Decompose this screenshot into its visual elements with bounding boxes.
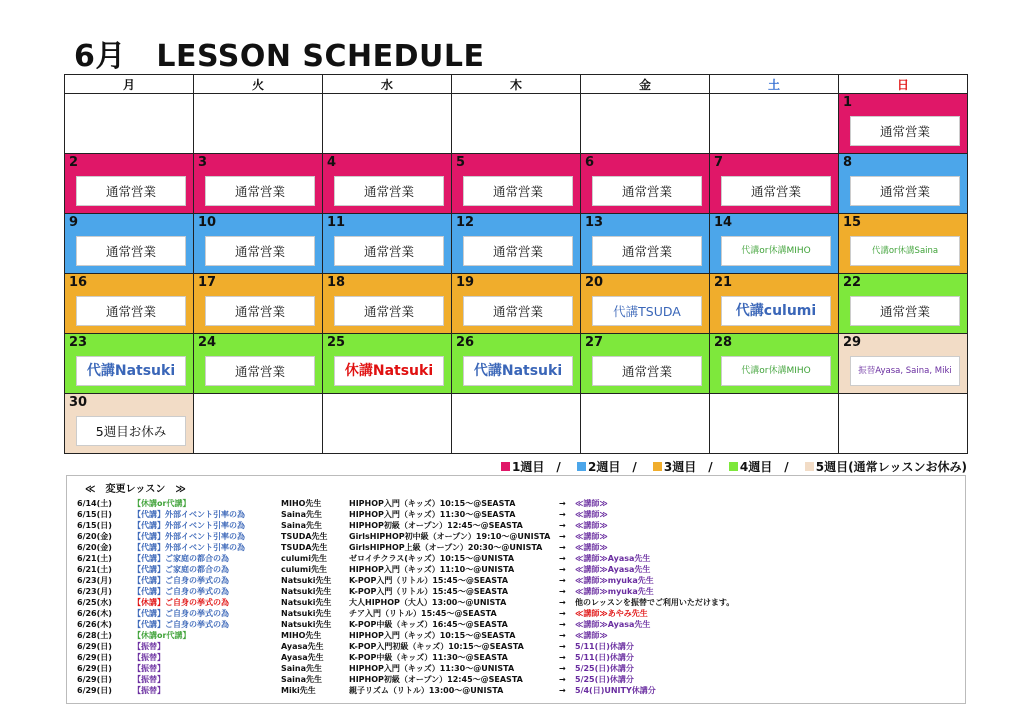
- calendar-day-cell: [323, 214, 452, 274]
- calendar-day-cell: [194, 334, 323, 394]
- calendar-day-cell: [65, 274, 194, 334]
- change-arrow: →: [559, 587, 566, 596]
- change-type: 【休講or代講】: [133, 499, 191, 508]
- weekday-wed: 水: [323, 75, 452, 94]
- legend-swatch: [653, 462, 662, 471]
- change-type: 【代講】ご自身の挙式の為: [133, 620, 229, 629]
- calendar-empty-cell: [710, 94, 839, 154]
- change-row: [77, 663, 955, 674]
- calendar-day-cell: [65, 334, 194, 394]
- change-teacher: Ayasa先生: [281, 653, 324, 662]
- legend-week5: 5週目(通常レッスンお休み): [805, 460, 967, 474]
- day-number: 13: [585, 215, 604, 230]
- change-note: ≪講師≫: [575, 521, 608, 530]
- day-status-label: 通常営業: [334, 296, 444, 326]
- change-type: 【休講】ご自身の挙式の為: [133, 598, 229, 607]
- change-note: ≪講師≫Ayasa先生: [575, 565, 651, 574]
- change-note: 5/25(日)休講分: [575, 664, 634, 673]
- change-class: HIPHOP初級（オープン）12:45～@SEASTA: [349, 521, 523, 530]
- day-number: 27: [585, 335, 604, 350]
- day-status-label: 通常営業: [850, 296, 960, 326]
- day-status-label: 通常営業: [205, 176, 315, 206]
- change-note: ≪講師≫myuka先生: [575, 576, 654, 585]
- change-row: [77, 586, 955, 597]
- change-row: [77, 608, 955, 619]
- change-note: 5/11(日)休講分: [575, 653, 634, 662]
- day-number: 17: [198, 275, 217, 290]
- change-teacher: Natsuki先生: [281, 576, 332, 585]
- change-arrow: →: [559, 565, 566, 574]
- day-number: 28: [714, 335, 733, 350]
- day-status-label: 通常営業: [76, 296, 186, 326]
- changes-list: [77, 498, 955, 696]
- day-status-label: 通常営業: [592, 356, 702, 386]
- legend-swatch: [501, 462, 510, 471]
- day-number: 20: [585, 275, 604, 290]
- calendar-day-cell: [581, 154, 710, 214]
- change-note: ≪講師≫: [575, 532, 608, 541]
- day-status-label: 通常営業: [721, 176, 831, 206]
- day-status-label: 振替Ayasa, Saina, Miki: [850, 356, 960, 386]
- calendar-day-cell: [452, 334, 581, 394]
- change-class: HIPHOP初級（オープン）12:45～@SEASTA: [349, 675, 523, 684]
- change-teacher: TSUDA先生: [281, 532, 328, 541]
- weekday-thu: 木: [452, 75, 581, 94]
- day-status-label: 代講or休講Saina: [850, 236, 960, 266]
- change-date: 6/25(水): [77, 598, 112, 607]
- day-status-label: 通常営業: [592, 176, 702, 206]
- day-number: 25: [327, 335, 346, 350]
- day-number: 26: [456, 335, 475, 350]
- change-class: K-POP入門（リトル）15:45～@SEASTA: [349, 587, 509, 596]
- change-date: 6/20(金): [77, 532, 112, 541]
- change-date: 6/15(日): [77, 510, 112, 519]
- day-number: 21: [714, 275, 733, 290]
- change-date: 6/21(土): [77, 565, 112, 574]
- change-arrow: →: [559, 598, 566, 607]
- legend-swatch: [805, 462, 814, 471]
- weekday-sat: 土: [710, 75, 839, 94]
- day-number: 9: [69, 215, 79, 230]
- change-row: [77, 509, 955, 520]
- change-note: ≪講師≫あやみ先生: [575, 609, 648, 618]
- change-note: ≪講師≫: [575, 510, 608, 519]
- change-teacher: Saina先生: [281, 521, 322, 530]
- calendar-week-row: [65, 394, 968, 454]
- day-number: 16: [69, 275, 88, 290]
- change-teacher: Saina先生: [281, 675, 322, 684]
- change-arrow: →: [559, 499, 566, 508]
- change-date: 6/26(木): [77, 620, 112, 629]
- calendar-day-cell: [452, 214, 581, 274]
- change-date: 6/20(金): [77, 543, 112, 552]
- change-arrow: →: [559, 653, 566, 662]
- change-note: ≪講師≫: [575, 543, 608, 552]
- change-arrow: →: [559, 686, 566, 695]
- calendar-day-cell: [452, 274, 581, 334]
- change-teacher: TSUDA先生: [281, 543, 328, 552]
- change-class: K-POP中級（キッズ）11:30～@SEASTA: [349, 653, 508, 662]
- day-number: 5: [456, 155, 466, 170]
- day-number: 6: [585, 155, 595, 170]
- day-status-label: 代講Natsuki: [463, 356, 573, 386]
- day-status-label: 5週目お休み: [76, 416, 186, 446]
- change-row: [77, 542, 955, 553]
- change-arrow: →: [559, 631, 566, 640]
- weekday-fri: 金: [581, 75, 710, 94]
- calendar-day-cell: [581, 214, 710, 274]
- change-class: 親子リズム（リトル）13:00～@UNISTA: [349, 686, 504, 695]
- calendar-empty-cell: [581, 94, 710, 154]
- week-legend: 1週目 / 2週目 / 3週目 / 4週目 / 5週目(通常レッスンお休み): [501, 458, 967, 475]
- change-date: 6/23(月): [77, 587, 112, 596]
- change-arrow: →: [559, 532, 566, 541]
- change-arrow: →: [559, 521, 566, 530]
- change-arrow: →: [559, 609, 566, 618]
- change-class: 大人HIPHOP（大人）13:00～@UNISTA: [349, 598, 507, 607]
- change-row: [77, 652, 955, 663]
- change-arrow: →: [559, 620, 566, 629]
- weekday-header-row: [65, 75, 968, 94]
- change-date: 6/26(木): [77, 609, 112, 618]
- change-row: [77, 553, 955, 564]
- change-class: K-POP中級（キッズ）16:45～@SEASTA: [349, 620, 508, 629]
- day-status-label: 代講culumi: [721, 296, 831, 326]
- day-number: 8: [843, 155, 853, 170]
- change-row: [77, 685, 955, 696]
- change-type: 【振替】: [133, 664, 165, 673]
- day-number: 15: [843, 215, 862, 230]
- day-status-label: 通常営業: [205, 356, 315, 386]
- legend-week4: 4週目: [729, 460, 772, 474]
- change-type: 【休講or代講】: [133, 631, 191, 640]
- calendar-day-cell: [323, 274, 452, 334]
- day-number: 2: [69, 155, 79, 170]
- calendar-week-row: [65, 274, 968, 334]
- day-status-label: 通常営業: [850, 116, 960, 146]
- day-number: 30: [69, 395, 88, 410]
- day-number: 22: [843, 275, 862, 290]
- lesson-changes-panel: [66, 475, 966, 704]
- calendar-empty-cell: [839, 394, 968, 454]
- day-status-label: 代講Natsuki: [76, 356, 186, 386]
- change-class: HIPHOP入門（キッズ）10:15～@SEASTA: [349, 631, 516, 640]
- change-arrow: →: [559, 664, 566, 673]
- change-type: 【代講】外部イベント引率の為: [133, 521, 245, 530]
- change-row: [77, 597, 955, 608]
- day-status-label: 通常営業: [463, 236, 573, 266]
- change-note: ≪講師≫Ayasa先生: [575, 620, 651, 629]
- page-title: 6月 LESSON SCHEDULE: [74, 39, 485, 74]
- change-teacher: Natsuki先生: [281, 609, 332, 618]
- change-teacher: Saina先生: [281, 664, 322, 673]
- change-type: 【振替】: [133, 642, 165, 651]
- change-note: 5/11(日)休講分: [575, 642, 634, 651]
- calendar-week-row: [65, 214, 968, 274]
- day-number: 12: [456, 215, 475, 230]
- calendar-day-cell: [194, 274, 323, 334]
- calendar-empty-cell: [194, 394, 323, 454]
- legend-swatch: [729, 462, 738, 471]
- day-status-label: 通常営業: [76, 176, 186, 206]
- day-number: 7: [714, 155, 724, 170]
- change-date: 6/29(日): [77, 642, 112, 651]
- day-status-label: 通常営業: [592, 236, 702, 266]
- change-teacher: Natsuki先生: [281, 587, 332, 596]
- change-arrow: →: [559, 576, 566, 585]
- calendar-day-cell: [65, 214, 194, 274]
- change-teacher: Ayasa先生: [281, 642, 324, 651]
- day-status-label: 通常営業: [850, 176, 960, 206]
- change-row: [77, 641, 955, 652]
- change-date: 6/23(月): [77, 576, 112, 585]
- day-status-label: 通常営業: [334, 236, 444, 266]
- legend-swatch: [577, 462, 586, 471]
- day-status-label: 通常営業: [463, 296, 573, 326]
- day-number: 24: [198, 335, 217, 350]
- change-class: HIPHOP入門（キッズ）10:15～@SEASTA: [349, 499, 516, 508]
- change-date: 6/29(日): [77, 675, 112, 684]
- calendar-day-cell: [839, 214, 968, 274]
- change-teacher: Natsuki先生: [281, 620, 332, 629]
- change-date: 6/14(土): [77, 499, 112, 508]
- changes-title: ≪ 変更レッスン ≫: [85, 484, 186, 495]
- day-number: 10: [198, 215, 217, 230]
- change-note: ≪講師≫: [575, 631, 608, 640]
- change-note: ≪講師≫Ayasa先生: [575, 554, 651, 563]
- change-type: 【代講】外部イベント引率の為: [133, 532, 245, 541]
- change-type: 【代講】ご自身の挙式の為: [133, 576, 229, 585]
- change-date: 6/29(日): [77, 686, 112, 695]
- change-row: [77, 520, 955, 531]
- change-date: 6/15(日): [77, 521, 112, 530]
- change-row: [77, 674, 955, 685]
- calendar-grid: [64, 74, 968, 454]
- change-row: [77, 531, 955, 542]
- calendar-day-cell: [710, 334, 839, 394]
- change-teacher: Natsuki先生: [281, 598, 332, 607]
- change-row: [77, 498, 955, 509]
- change-date: 6/21(土): [77, 554, 112, 563]
- change-type: 【振替】: [133, 653, 165, 662]
- change-teacher: culumi先生: [281, 554, 327, 563]
- change-note: ≪講師≫myuka先生: [575, 587, 654, 596]
- change-note: ≪講師≫: [575, 499, 608, 508]
- change-teacher: MIHO先生: [281, 499, 322, 508]
- legend-week3: 3週目: [653, 460, 696, 474]
- change-arrow: →: [559, 554, 566, 563]
- calendar-day-cell: [194, 154, 323, 214]
- day-number: 23: [69, 335, 88, 350]
- day-status-label: 代講or休講MIHO: [721, 356, 831, 386]
- change-date: 6/29(日): [77, 653, 112, 662]
- change-row: [77, 630, 955, 641]
- change-type: 【代講】外部イベント引率の為: [133, 510, 245, 519]
- calendar-day-cell: [710, 274, 839, 334]
- calendar-day-cell: [839, 334, 968, 394]
- calendar-empty-cell: [65, 94, 194, 154]
- change-class: GirlsHIPHOP初中級（オープン）19:10～@UNISTA: [349, 532, 551, 541]
- change-arrow: →: [559, 510, 566, 519]
- calendar-empty-cell: [581, 394, 710, 454]
- day-number: 19: [456, 275, 475, 290]
- day-status-label: 通常営業: [76, 236, 186, 266]
- calendar-empty-cell: [452, 94, 581, 154]
- change-type: 【振替】: [133, 675, 165, 684]
- calendar-empty-cell: [194, 94, 323, 154]
- calendar-day-cell: [323, 334, 452, 394]
- day-status-label: 通常営業: [205, 296, 315, 326]
- change-note: 5/4(日)UNITY休講分: [575, 686, 656, 695]
- change-arrow: →: [559, 675, 566, 684]
- calendar-empty-cell: [323, 394, 452, 454]
- change-class: HIPHOP入門（キッズ）11:30～@SEASTA: [349, 510, 516, 519]
- calendar-empty-cell: [710, 394, 839, 454]
- day-number: 18: [327, 275, 346, 290]
- day-number: 29: [843, 335, 862, 350]
- calendar-day-cell: [581, 274, 710, 334]
- day-number: 1: [843, 95, 853, 110]
- calendar-day-cell: [65, 394, 194, 454]
- day-status-label: 通常営業: [205, 236, 315, 266]
- change-teacher: Saina先生: [281, 510, 322, 519]
- change-type: 【代講】ご自身の挙式の為: [133, 609, 229, 618]
- change-row: [77, 564, 955, 575]
- change-row: [77, 619, 955, 630]
- change-note: 他のレッスンを振替でご利用いただけます。: [575, 598, 735, 607]
- day-number: 4: [327, 155, 337, 170]
- change-teacher: culumi先生: [281, 565, 327, 574]
- change-type: 【代講】ご家庭の都合の為: [133, 565, 229, 574]
- calendar-week-row: [65, 154, 968, 214]
- calendar-empty-cell: [323, 94, 452, 154]
- day-number: 11: [327, 215, 346, 230]
- change-type: 【代講】ご家庭の都合の為: [133, 554, 229, 563]
- weekday-sun: 日: [839, 75, 968, 94]
- calendar-day-cell: [194, 214, 323, 274]
- day-number: 3: [198, 155, 208, 170]
- calendar-day-cell: [323, 154, 452, 214]
- day-status-label: 通常営業: [334, 176, 444, 206]
- change-class: HIPHOP入門（キッズ）11:10～@UNISTA: [349, 565, 515, 574]
- change-type: 【代講】外部イベント引率の為: [133, 543, 245, 552]
- change-teacher: MIHO先生: [281, 631, 322, 640]
- day-status-label: 代講TSUDA: [592, 296, 702, 326]
- calendar-week-row: [65, 334, 968, 394]
- calendar-day-cell: [710, 154, 839, 214]
- change-date: 6/28(土): [77, 631, 112, 640]
- weekday-tue: 火: [194, 75, 323, 94]
- change-date: 6/29(日): [77, 664, 112, 673]
- change-type: 【代講】ご自身の挙式の為: [133, 587, 229, 596]
- calendar-day-cell: [710, 214, 839, 274]
- change-teacher: Miki先生: [281, 686, 316, 695]
- day-status-label: 代講or休講MIHO: [721, 236, 831, 266]
- legend-week1: 1週目: [501, 460, 544, 474]
- calendar-day-cell: [839, 94, 968, 154]
- day-status-label: 休講Natsuki: [334, 356, 444, 386]
- legend-week2: 2週目: [577, 460, 620, 474]
- calendar-day-cell: [452, 154, 581, 214]
- change-class: ゼロイチクラス(キッズ）10:15～@UNISTA: [349, 554, 515, 563]
- calendar-day-cell: [581, 334, 710, 394]
- change-arrow: →: [559, 642, 566, 651]
- calendar-day-cell: [839, 274, 968, 334]
- change-class: K-POP入門初級（キッズ）10:15～@SEASTA: [349, 642, 524, 651]
- change-class: K-POP入門（リトル）15:45～@SEASTA: [349, 576, 509, 585]
- calendar-day-cell: [65, 154, 194, 214]
- day-status-label: 通常営業: [463, 176, 573, 206]
- change-class: チア入門（リトル）15:45～@SEASTA: [349, 609, 497, 618]
- calendar-week-row: [65, 94, 968, 154]
- change-row: [77, 575, 955, 586]
- change-class: GirlsHIPHOP上級（オープン）20:30～@UNISTA: [349, 543, 543, 552]
- day-number: 14: [714, 215, 733, 230]
- calendar-empty-cell: [452, 394, 581, 454]
- calendar-day-cell: [839, 154, 968, 214]
- change-type: 【振替】: [133, 686, 165, 695]
- change-note: 5/25(日)休講分: [575, 675, 634, 684]
- change-class: HIPHOP入門（キッズ）11:30～@UNISTA: [349, 664, 515, 673]
- weekday-mon: 月: [65, 75, 194, 94]
- change-arrow: →: [559, 543, 566, 552]
